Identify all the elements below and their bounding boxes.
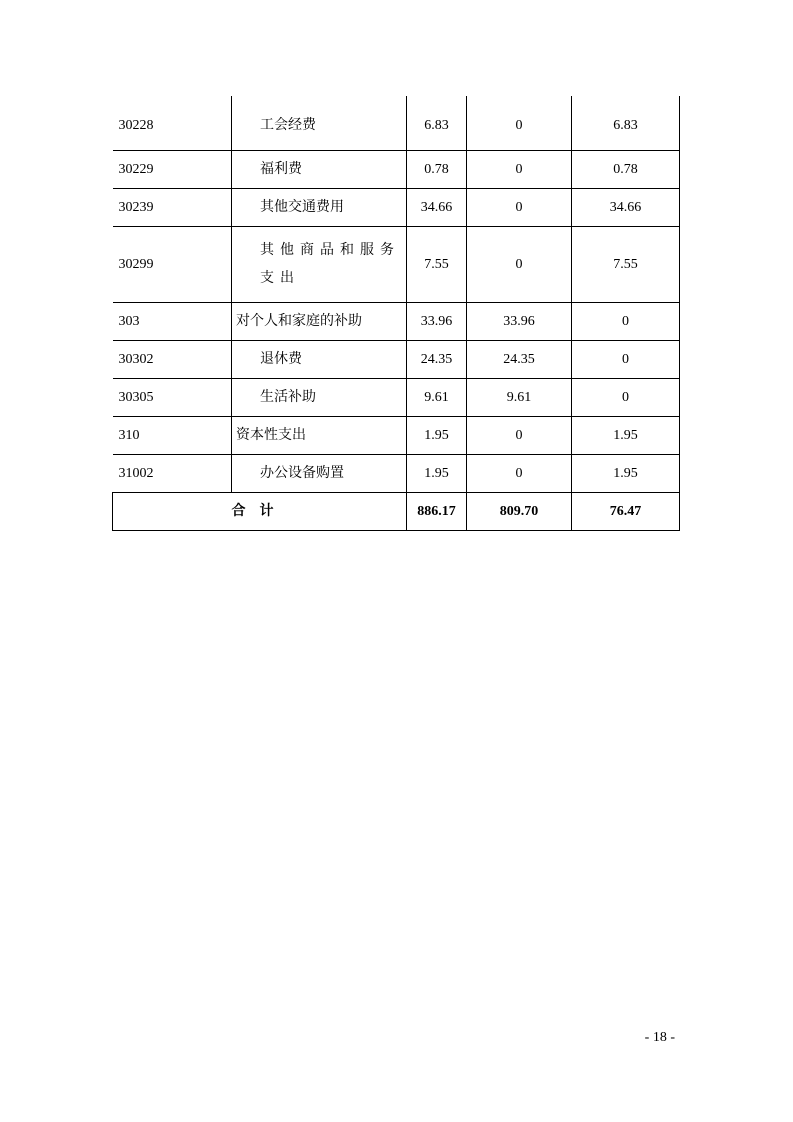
subject-code: 30239	[113, 189, 232, 227]
total-amount: 24.35	[407, 341, 467, 379]
total-row	[113, 493, 680, 531]
subject-code: 31002	[113, 455, 232, 493]
subject-name: 其他交通费用	[232, 189, 407, 227]
subject-code: 30305	[113, 379, 232, 417]
project-amount: 6.83	[572, 96, 680, 151]
project-amount: 34.66	[572, 189, 680, 227]
table-row	[113, 455, 680, 493]
subject-name: 办公设备购置	[232, 455, 407, 493]
basic-amount: 0	[467, 96, 572, 151]
basic-amount: 0	[467, 417, 572, 455]
project-amount: 0.78	[572, 151, 680, 189]
project-amount: 0	[572, 341, 680, 379]
basic-amount: 33.96	[467, 303, 572, 341]
subject-code: 30228	[113, 96, 232, 151]
project-amount: 0	[572, 379, 680, 417]
total-amount: 9.61	[407, 379, 467, 417]
basic-amount: 24.35	[467, 341, 572, 379]
basic-amount: 0	[467, 227, 572, 303]
total-label: 合计	[113, 493, 407, 531]
subject-name: 福利费	[232, 151, 407, 189]
subject-name: 对个人和家庭的补助	[232, 303, 407, 341]
total-amount: 34.66	[407, 189, 467, 227]
subject-name: 工会经费	[232, 96, 407, 151]
table-row	[113, 417, 680, 455]
table-row	[113, 227, 680, 303]
grand-basic-amount: 809.70	[467, 493, 572, 531]
project-amount: 7.55	[572, 227, 680, 303]
basic-amount: 9.61	[467, 379, 572, 417]
table-row	[113, 189, 680, 227]
subject-code: 30299	[113, 227, 232, 303]
grand-total-amount: 886.17	[407, 493, 467, 531]
basic-amount: 0	[467, 455, 572, 493]
subject-code: 310	[113, 417, 232, 455]
table-row	[113, 96, 680, 151]
subject-code: 30229	[113, 151, 232, 189]
project-amount: 1.95	[572, 417, 680, 455]
basic-amount: 0	[467, 151, 572, 189]
budget-expenditure-table	[112, 96, 680, 531]
total-amount: 33.96	[407, 303, 467, 341]
table-row	[113, 303, 680, 341]
total-amount: 7.55	[407, 227, 467, 303]
total-amount: 0.78	[407, 151, 467, 189]
subject-name: 资本性支出	[232, 417, 407, 455]
total-amount: 6.83	[407, 96, 467, 151]
subject-name: 退休费	[232, 341, 407, 379]
project-amount: 0	[572, 303, 680, 341]
subject-name: 其他商品和服务支出	[232, 227, 407, 303]
subject-code: 30302	[113, 341, 232, 379]
total-amount: 1.95	[407, 417, 467, 455]
subject-code: 303	[113, 303, 232, 341]
table-row	[113, 379, 680, 417]
project-amount: 1.95	[572, 455, 680, 493]
total-amount: 1.95	[407, 455, 467, 493]
basic-amount: 0	[467, 189, 572, 227]
page-number: - 18 -	[644, 1030, 675, 1045]
table-row	[113, 151, 680, 189]
table-row	[113, 341, 680, 379]
grand-project-amount: 76.47	[572, 493, 680, 531]
subject-name: 生活补助	[232, 379, 407, 417]
